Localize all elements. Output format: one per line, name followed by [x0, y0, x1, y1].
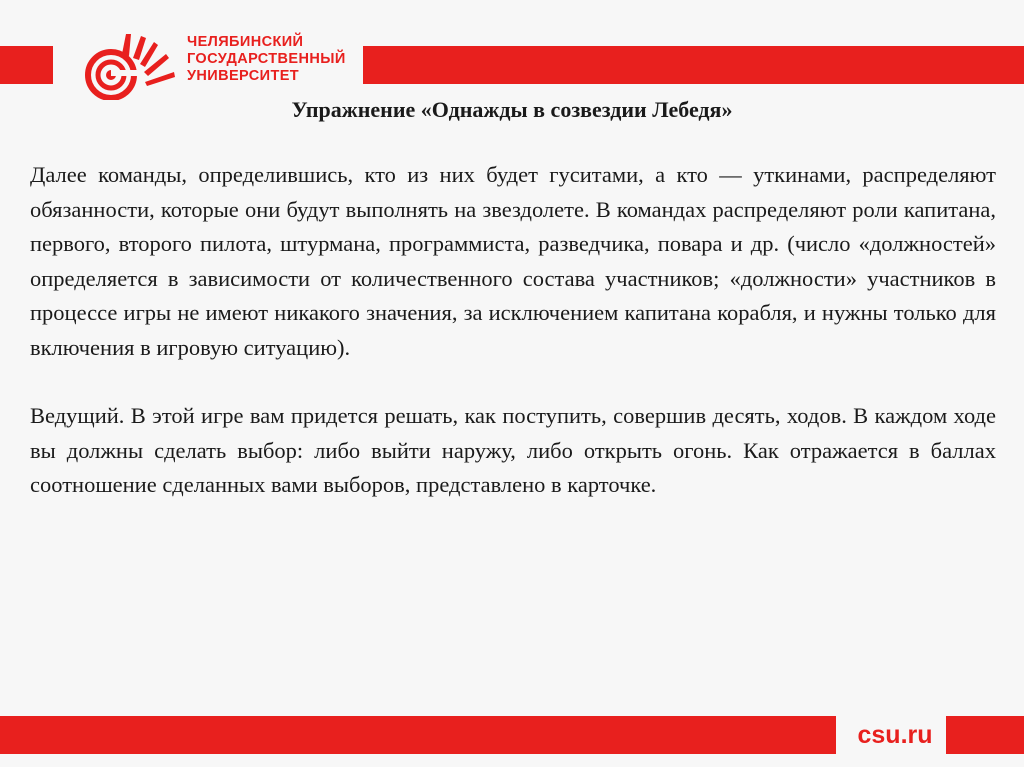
footer-bar-left [0, 716, 836, 754]
body-paragraph: Далее команды, определившись, кто из них будет гуситами, а кто — уткинами, распределяют обязанности, которые они будут выполнять на звездолете. В командах распределяют роли капитана, первого, второго пилота, штурмана, программиста, разведчика, повара и др. (число «должностей» определяется в зависимости от количественного состава участников; «должности» участников в процессе игры не имеют никакого значения, за исключением капитана корабля, и нужны только для включения в игровую ситуацию). [30, 162, 996, 360]
slide-title: Упражнение «Однажды в созвездии Лебедя» [291, 97, 733, 122]
body-paragraph: Ведущий. В этой игре вам придется решать, как поступить, совершив десять, ходов. В каждом ходе вы должны сделать выбор: либо выйти наружу, либо открыть огонь. Как отражается в баллах соотношение сделанных вами выборов, представлено в карточке. [30, 403, 996, 497]
footer-site-link[interactable]: csu.ru [857, 721, 933, 749]
slide-body [30, 158, 996, 503]
university-name-line: УНИВЕРСИТЕТ [187, 68, 300, 84]
university-name-line: ЧЕЛЯБИНСКИЙ [187, 34, 304, 50]
footer-bar-right [946, 716, 1024, 754]
header-bar-right [363, 46, 1024, 84]
university-name [187, 34, 346, 85]
header-bar-left [0, 46, 53, 84]
spiral-shell-logo-icon [78, 30, 178, 100]
university-name-line: ГОСУДАРСТВЕННЫЙ [187, 51, 346, 67]
